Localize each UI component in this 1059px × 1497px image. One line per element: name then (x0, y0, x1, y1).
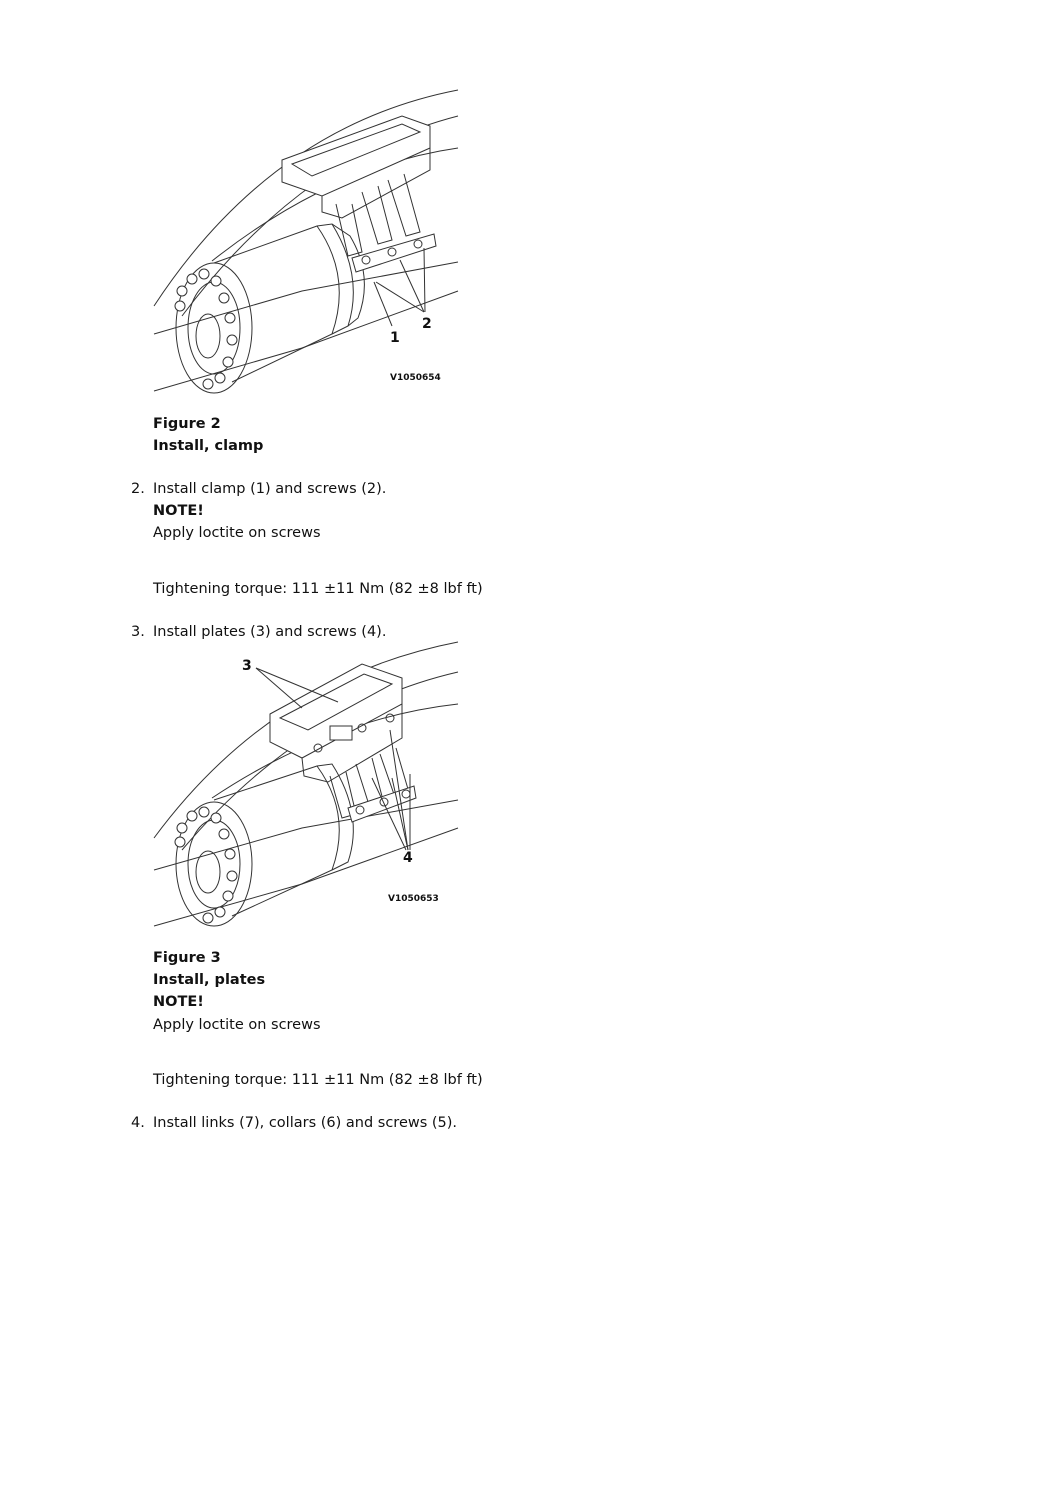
figure-2-illustration (152, 86, 462, 396)
step-2-text: Install clamp (1) and screws (2). (153, 481, 387, 497)
step-2-torque: Tightening torque: 111 ±11 Nm (82 ±8 lbf ft) (153, 581, 483, 597)
figure-3-torque: Tightening torque: 111 ±11 Nm (82 ±8 lbf ft) (153, 1072, 483, 1088)
figure-3-illustration (152, 638, 462, 930)
step-3-text: Install plates (3) and screws (4). (153, 624, 387, 640)
figure-3-note-label: NOTE! (153, 994, 204, 1010)
figure-3-caption-number: Figure 3 (153, 950, 221, 966)
callout-3: 3 (242, 658, 252, 674)
step-3-number: 3. (131, 624, 145, 640)
figure-2-caption-number: Figure 2 (153, 416, 221, 432)
step-4-text: Install links (7), collars (6) and screws (5). (153, 1115, 458, 1131)
figure-2-caption-title: Install, clamp (153, 438, 264, 454)
step-2-number: 2. (131, 481, 145, 497)
figure-3-note-text: Apply loctite on screws (153, 1017, 321, 1033)
figure-code: V1050653 (388, 894, 439, 904)
step-2-note-text: Apply loctite on screws (153, 525, 321, 541)
step-4-number: 4. (131, 1115, 145, 1131)
callout-1: 1 (390, 330, 400, 346)
callout-2: 2 (422, 316, 432, 332)
figure-3-caption-title: Install, plates (153, 972, 266, 988)
callout-4: 4 (403, 850, 413, 866)
figure-code: V1050654 (390, 373, 441, 383)
step-2-note-label: NOTE! (153, 503, 204, 519)
